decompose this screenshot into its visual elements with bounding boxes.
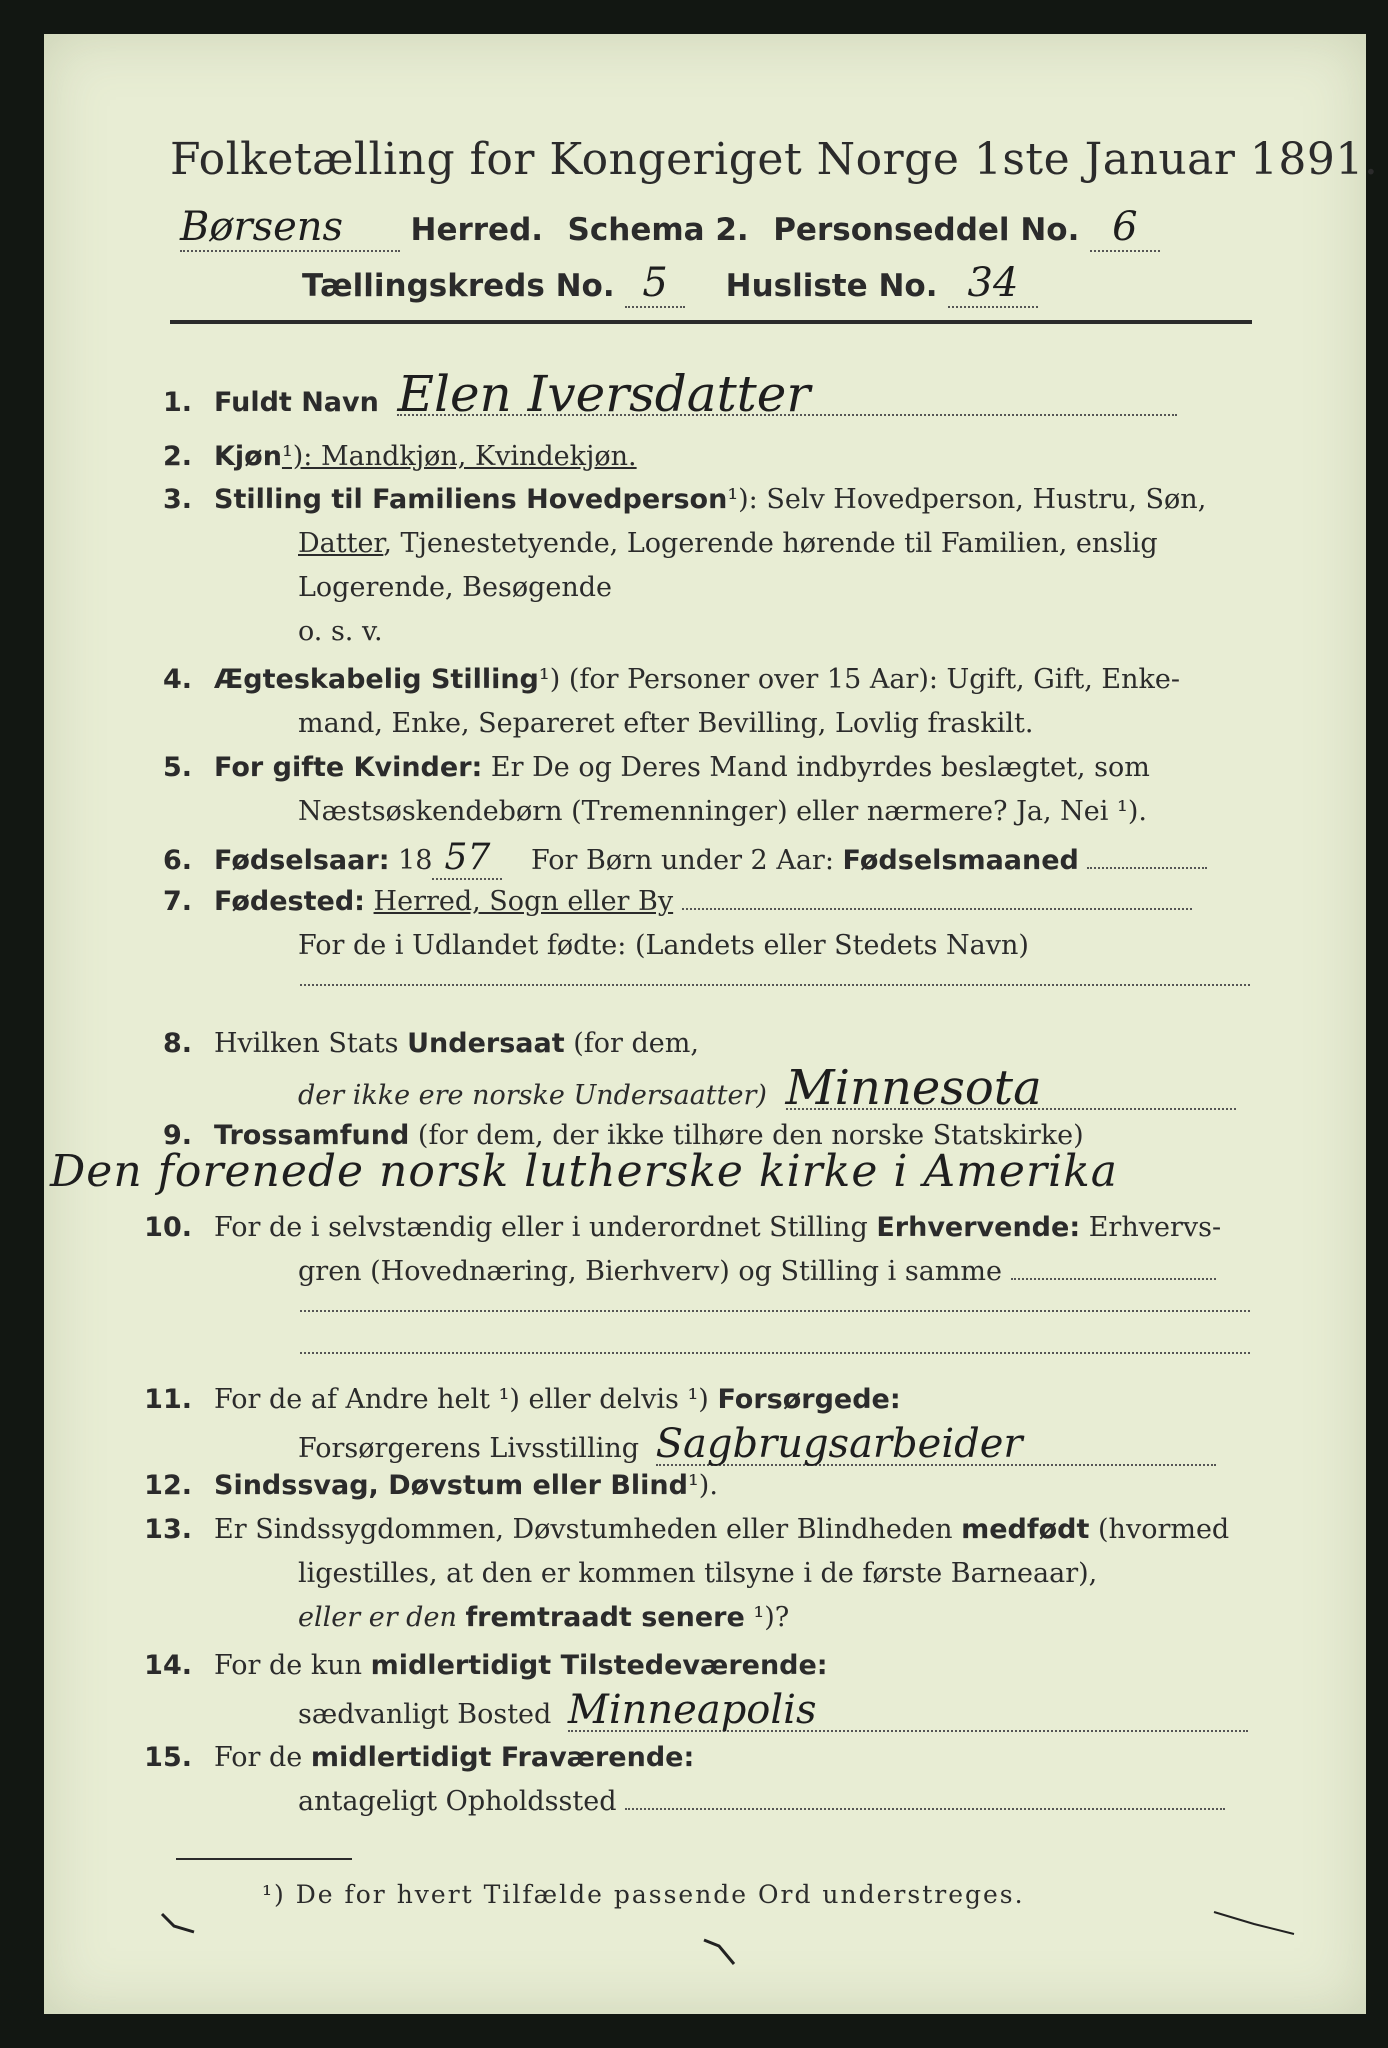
kreds-label: Tællingskreds No. xyxy=(302,268,615,304)
q2-text: ¹): Mandkjøn, Kvindekjøn. xyxy=(281,441,637,472)
schema-label: Schema 2. xyxy=(567,212,749,248)
q3-underlined: Datter xyxy=(298,528,384,559)
q10-label: Erhvervende: xyxy=(876,1212,1081,1243)
q5-row: 5. For gifte Kvinder: Er De og Deres Mand indbyrdes beslægtet, som xyxy=(162,752,1150,783)
q6-label2: Fødselsmaaned xyxy=(842,845,1079,876)
q12-suffix: ¹). xyxy=(687,1470,718,1501)
q15-label: midlertidigt Fraværende: xyxy=(310,1742,695,1773)
q14-row: 14. For de kun midlertidigt Tilstedeværende: xyxy=(144,1650,828,1681)
q10-line1: For de i selvstændig eller i underordnet Stilling xyxy=(214,1212,868,1243)
q3-line2: , Tjenestetyende, Logerende hørende til Familien, enslig xyxy=(383,528,1158,559)
husliste-label: Husliste No. xyxy=(725,268,938,304)
q3-line1: ¹): Selv Hovedperson, Hustru, Søn, xyxy=(727,484,1207,515)
q6-answer: 57 xyxy=(432,838,502,880)
q14-line1: For de kun xyxy=(214,1650,362,1681)
q1-row: 1. Fuldt Navn Elen Iversdatter xyxy=(132,374,1177,423)
q13-line3b: ¹)? xyxy=(753,1602,790,1633)
q13-line1: Er Sindssygdommen, Døvstumheden eller Blindheden xyxy=(214,1514,953,1545)
q10-row: 10. For de i selvstændig eller i underordnet Stilling Erhvervende: Erhvervs- xyxy=(144,1212,1222,1243)
q9-label: Trossamfund xyxy=(214,1120,410,1151)
husliste-value: 34 xyxy=(948,260,1038,308)
q6-prefix: 18 xyxy=(398,845,433,876)
q6-row: 6. Fødselsaar: 18 57 For Børn under 2 Aar: Fødselsmaaned xyxy=(132,838,1207,881)
q5-label: For gifte Kvinder: xyxy=(214,752,483,783)
q13-label2: fremtraadt senere xyxy=(465,1602,745,1633)
ink-mark-right xyxy=(1214,1912,1294,1934)
herred-value: Børsens xyxy=(180,204,400,252)
q4-row: 4. Ægteskabelig Stilling¹) (for Personer over 15 Aar): Ugift, Gift, Enke- xyxy=(162,664,1180,695)
q2-label: Kjøn xyxy=(214,441,282,472)
q15-row: 15. For de midlertidigt Fraværende: xyxy=(144,1742,695,1773)
q13-row: 13. Er Sindssygdommen, Døvstumheden eller Blindheden medfødt (hvormed xyxy=(144,1514,1230,1545)
q8-label: Undersaat xyxy=(407,1028,565,1059)
herred-label: Herred. xyxy=(410,212,544,248)
q12-label: Sindssvag, Døvstum eller Blind xyxy=(214,1470,688,1501)
footnote: ¹) De for hvert Tilfælde passende Ord understreges. xyxy=(262,1880,1025,1909)
q10-line2: gren (Hovednæring, Bierhverv) og Stilling i samme xyxy=(298,1256,1003,1287)
q6-rest: For Børn under 2 Aar: xyxy=(531,845,834,876)
q8-line2: der ikke ere norske Undersaatter) xyxy=(298,1080,767,1111)
ink-mark-center xyxy=(704,1940,734,1964)
q14-label: midlertidigt Tilstedeværende: xyxy=(370,1650,828,1681)
q15-line1: For de xyxy=(214,1742,303,1773)
q4-line1: ¹) (for Personer over 15 Aar): Ugift, Gift, Enke- xyxy=(538,664,1180,695)
q7-text: Herred, Sogn eller By xyxy=(373,886,674,917)
q11-line2: Forsørgerens Livsstilling xyxy=(298,1433,640,1464)
census-form xyxy=(44,34,1379,2014)
q13-line3a: eller er den xyxy=(298,1602,457,1633)
q1-label: Fuldt Navn xyxy=(214,387,379,418)
q10-line1b: Erhvervs- xyxy=(1088,1212,1222,1243)
q13-line1b: (hvormed xyxy=(1098,1514,1230,1545)
q9-row: 9. Trossamfund (for dem, der ikke tilhøre den norske Statskirke) xyxy=(162,1120,1084,1151)
q12-row: 12. Sindssvag, Døvstum eller Blind¹). xyxy=(144,1470,718,1501)
q15-line2: antageligt Opholdssted xyxy=(298,1786,617,1817)
q7-label: Fødested: xyxy=(214,886,365,917)
form-title: Folketælling for Kongeriget Norge 1ste Januar 1891. xyxy=(170,134,1379,185)
q8-line1: Hvilken Stats xyxy=(214,1028,399,1059)
kreds-value: 5 xyxy=(625,260,685,308)
q7-row: 7. Fødested: Herred, Sogn eller By xyxy=(132,882,1192,922)
q3-label: Stilling til Familiens Hovedperson xyxy=(214,484,728,515)
q11-label: Forsørgede: xyxy=(717,1384,901,1415)
personseddel-label: Personseddel No. xyxy=(773,212,1080,248)
q6-label: Fødselsaar: xyxy=(214,845,390,876)
q7-line2: For de i Udlandet fødte: (Landets eller Stedets Navn) xyxy=(298,930,1029,961)
q4-line2: mand, Enke, Separeret efter Bevilling, Lovlig fraskilt. xyxy=(298,708,1034,739)
q5-line1: Er De og Deres Mand indbyrdes beslægtet, som xyxy=(490,752,1150,783)
q4-label: Ægteskabelig Stilling xyxy=(214,664,539,695)
ink-marks xyxy=(44,34,1366,2014)
q13-line2: ligestilles, at den er kommen tilsyne i de første Barneaar), xyxy=(298,1558,1098,1589)
q2-row: 2. Kjøn¹): Mandkjøn, Kvindekjøn. xyxy=(162,441,637,472)
q3-line3: Logerende, Besøgende xyxy=(298,572,612,603)
q14-line2: sædvanligt Bosted xyxy=(298,1699,552,1730)
q8-line1b: (for dem, xyxy=(573,1028,699,1059)
q13-label: medfødt xyxy=(961,1514,1090,1545)
q8-answer: Minnesota xyxy=(786,1068,1236,1110)
q5-line2: Næstsøskendebørn (Tremenninger) eller nærmere? Ja, Nei ¹). xyxy=(298,796,1147,827)
q14-answer: Minneapolis xyxy=(568,1690,1248,1732)
q11-row: 11. For de af Andre helt ¹) eller delvis ¹) Forsørgede: xyxy=(144,1384,901,1415)
q9-answer: Den forenede norsk lutherske kirke i Amerika xyxy=(50,1146,1118,1197)
personseddel-value: 6 xyxy=(1090,204,1160,252)
q1-answer: Elen Iversdatter xyxy=(397,374,1177,416)
q9-text: (for dem, der ikke tilhøre den norske Statskirke) xyxy=(417,1120,1084,1151)
q8-row: 8. Hvilken Stats Undersaat (for dem, xyxy=(162,1028,699,1059)
q3-line4: o. s. v. xyxy=(298,616,383,647)
q3-row: 3. Stilling til Familiens Hovedperson¹): Selv Hovedperson, Hustru, Søn, xyxy=(162,484,1207,515)
q11-line1: For de af Andre helt ¹) eller delvis ¹) xyxy=(214,1384,709,1415)
ink-mark-left xyxy=(162,1914,194,1932)
q11-answer: Sagbrugsarbeider xyxy=(656,1424,1216,1466)
